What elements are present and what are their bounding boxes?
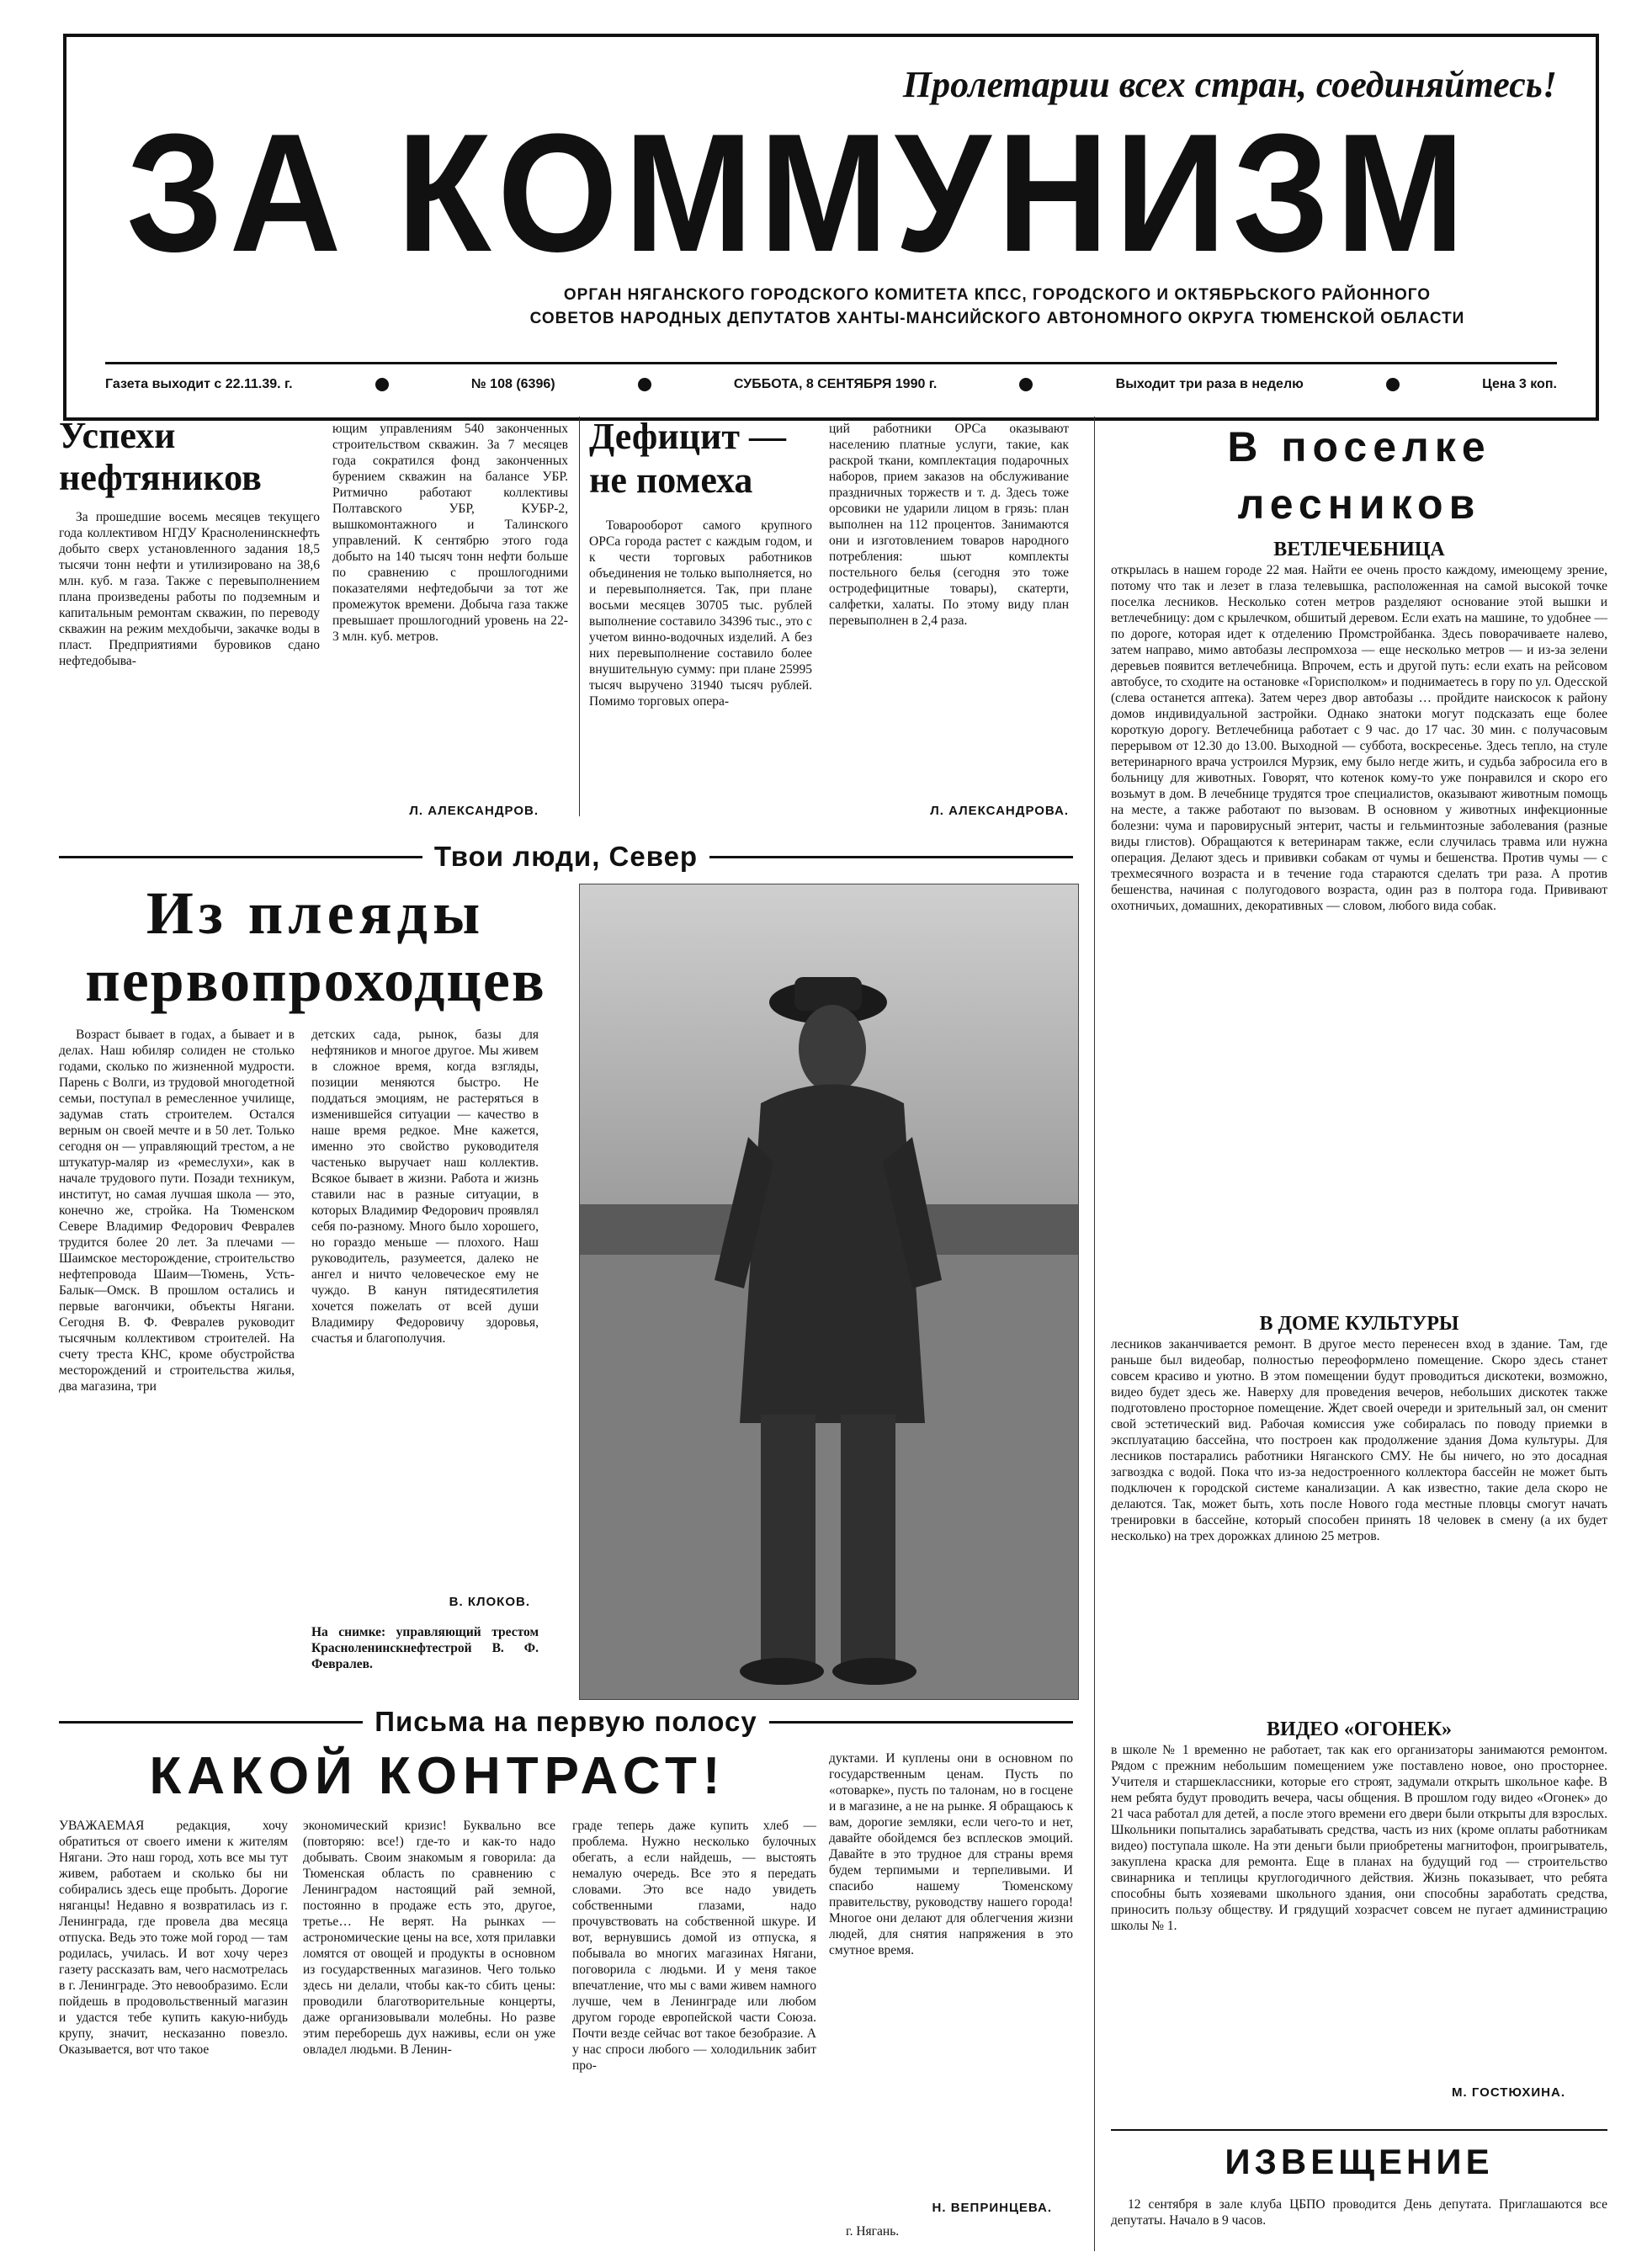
info-price: Цена 3 коп. bbox=[1482, 377, 1557, 391]
article-poselok-title-2: лесников bbox=[1237, 481, 1481, 528]
article-uspehi-signature: Л. АЛЕКСАНДРОВ. bbox=[409, 804, 539, 818]
masthead-info-bar bbox=[105, 372, 1557, 397]
slogan: Пролетарии всех стран, соединяйтесь! bbox=[902, 64, 1557, 105]
info-number: № 108 (6396) bbox=[470, 377, 555, 391]
article-kontrast-signature: Н. ВЕПРИНЦЕВА. bbox=[932, 2201, 1052, 2215]
article-kontrast-col2: экономический кризис! Буквально все (повторяю: все!) где-то и как-то надо добывать. Своим знакомым я говорила: да Тюменская область по сравнению с Ленинградом настоящий рай земной, постоянно в продаже есть это, другое, третье… Не верят. На рынках — астрономические цены на все, хотя прилавки ломятся от овощей и продукты в основном из государственных магазинов. Чего только здесь ни делали, чтобы как-то сбить цены: проводили благотворительные концерты, даже организовывали молебны. Но разве этим переборешь дух наживы, если он уже овладел людьми. В Ленин- bbox=[303, 1819, 555, 2057]
notice-text: 12 сентября в зале клуба ЦБПО проводится День депутата. Приглашаются все депутаты. Начало в 9 часов. bbox=[1111, 2197, 1607, 2228]
article-pleyada-col1: Возраст бывает в годах, а бывает и в делах. Наш юбиляр солиден не столько годами, сколько по жизненной мудрости. Парень с Волги, из трудовой многодетной семьи, поступал в ремесленное училище, задумав стать строителем. Остался верным он своей мечте и в 50 лет. Только сегодня он — управляющий трестом, а не штукатур-маляр из «ремеслухи», как в начале трудового пути. Позади техникум, институт, но самая лучшая школа — это, конечно же, стройка. На Тюменском Севере Владимир Федорович Февралев трудится более 20 лет. За плечами — Шаимское месторождение, строительство нефтепровода Шаим—Тюмень, Усть-Балык—Омск. В прошлом остались и первые вагончики, объекты Нягани. Сегодня В. Ф. Февралев руководит тысячным коллективом строителей. На счету треста КНС, кроме обустройства месторождений и строительства жилья, два магазина, три bbox=[59, 1028, 295, 1394]
article-deficit-col1: Товарооборот самого крупного ОРСа города растет с каждым годом, и к чести торговых работников объединения не только выполняется, но и перевыполняется. Так, при плане восьми месяцев 30705 тыс. рублей выполнение составило 34396 тыс., это с учетом винно-водочных изделий. А без них перевыполнение составило более внушительную сумму: при плане 25995 тысяч выручено 31940 тысяч рублей. Помимо торговых опера- bbox=[589, 518, 812, 709]
rubric-letters bbox=[59, 1702, 1073, 1741]
article-pleyada-caption: На снимке: управляющий трестом Красноленинскнефтестрой В. Ф. Февралев. bbox=[311, 1625, 539, 1671]
info-since: Газета выходит с 22.11.39. г. bbox=[105, 377, 293, 391]
photo-portrait bbox=[579, 884, 1079, 1700]
article-kontrast-col1: УВАЖАЕМАЯ редакция, хочу обратиться от своего имени к жителям Нягани. Это наш город, хоть все мы тут живем, работаем и сколько бы ни собирались здесь еще пробыть. Дорогие няганцы! Недавно я возвратилась из г. Ленинграда, где провела два месяца отпуска. Ведь это тоже мой город — там родилась, училась. И вот хочу через газету рассказать вам, чего насмотрелась в г. Ленинграде. Это невообразимо. Если пойдешь в продовольственный магазин и удастся тебе купить какую-нибудь крупу, значит, несказанно повезло. Оказывается, вот что такое bbox=[59, 1819, 288, 2057]
bullet-icon bbox=[638, 378, 651, 391]
organ-line-1: ОРГАН НЯГАНСКОГО ГОРОДСКОГО КОМИТЕТА КПСС, ГОРОДСКОГО И ОКТЯБРЬСКОГО РАЙОННОГО bbox=[563, 286, 1432, 304]
article-kontrast-col3: граде теперь даже купить хлеб — проблема. Нужно несколько булочных обегать, а если найдешь, — выстоять немалую очередь. Все это я передать словами. Это все надо увидеть собственными глазами, надо прочувствовать на собственной шкуре. И вот, вернувшись домой из отпуска, я побывала во многих магазинах Нягани, поговорила с людьми. И у меня такое впечатление, что мы с вами живем намного лучше, чем в Ленинграде или любом другом городе европейской части Союза. Почти везде сейчас вот такое безобразие. А у нас спроси любого — холодильник забит про- bbox=[572, 1819, 816, 2073]
article-poselok-sub-dk: В ДОМЕ КУЛЬТУРЫ bbox=[1259, 1313, 1459, 1335]
article-kontrast-title: КАКОЙ КОНТРАСТ! bbox=[149, 1747, 726, 1805]
article-poselok-text-dk: лесников заканчивается ремонт. В другое место перенесен вход в здание. Там, где раньше был видеобар, полностью переоформлено помещение. Скоро здесь станет совсем красиво и уютно. В этом помещении будут проводиться дискотеки, возможно, видео будет здесь же. Наверху для проведения вечеров, небольших дискотек также подготовлено просторное помещение. Ждет своей очереди и зрительный зал, он сменит свой эстетический вид. Рабочая комиссия уже собиралась по поводу приемки в эксплуатацию бассейна, что построен как продолжение здания Дома культуры. Для лесников постарались работники Няганского СМУ. Не бы ничего, но это досадная загвоздка с водой. Пока что из-за недостроенного коллектора бассейн не может быть подключен к городской системе канализации. А как известно, такие дела скоро не делаются. Так, может быть, хоть после Нового года местные пловцы смогут начать тренировки в бассейне, который способен принять 18 человек в смену (а их будет несколько) на трех дорожках длиною 25 метров. bbox=[1111, 1337, 1607, 1543]
notice-title: ИЗВЕЩЕНИЕ bbox=[1225, 2142, 1494, 2181]
rubric-severe-label: Твои люди, Север bbox=[422, 841, 709, 873]
article-kontrast-col4: дуктами. И куплены они в основном по государственным ценам. Пусть по «отоварке», пусть по талонам, но в госцене и в магазине, а не на рынке. Я обращаюсь к вам, дорогие земляки, если чего-то и нет, давайте обойдемся без всплесков эмоций. Давайте в это трудное для страны время будем терпимыми и терпеливыми. И спасибо нашему Тюменскому правительству, руководству нашего города! Многое они делают для облегчения жизни людей, для снятия напряжения в это смутное время. bbox=[829, 1751, 1073, 1957]
article-deficit-signature: Л. АЛЕКСАНДРОВА. bbox=[930, 804, 1069, 818]
organ-line-2: СОВЕТОВ НАРОДНЫХ ДЕПУТАТОВ ХАНТЫ-МАНСИЙСКОГО АВТОНОМНОГО ОКРУГА ТЮМЕНСКОЙ ОБЛАСТИ bbox=[529, 310, 1465, 327]
rubric-letters-label: Письма на первую полосу bbox=[363, 1706, 768, 1738]
article-poselok-title-1: В поселке bbox=[1227, 423, 1491, 470]
notice-rule bbox=[1111, 2129, 1607, 2131]
article-pleyada-title-2: первопроходцев bbox=[85, 947, 546, 1014]
info-date: СУББОТА, 8 СЕНТЯБРЯ 1990 г. bbox=[733, 377, 938, 391]
article-poselok-sub-video: ВИДЕО «ОГОНЕК» bbox=[1267, 1718, 1452, 1740]
article-poselok-text-vet: открылась в нашем городе 22 мая. Найти ее очень просто каждому, имеющему зрение, потому что так и лезет в глаза телевышка, расположенная на самой высокой точке поселка лесников. Несколько сотен метров разделяют основание этой вышки и ветлечебницу: дом с крылечком, обшитый деревом. Если ехать на машине, то удобнее — по дороге, которая идет к отделению Промстройбанка. Здесь поворачиваете налево, затем направо, мимо автобазы леспромхоза — еще несколько метров — и из-за зелени деревьев появится ветлечебница. Впрочем, есть и другой путь: если ехать на рейсовом автобусе, то сходите на остановке «Горисполком» и поднимаетесь в гору по ул. Одесской (слева останется аптека). Затем через двор автобазы … пройдите наискосок к району домов индивидуальной застройки. Однако знатоки могут подсказать еще более короткую дорогу. Ветлечебница работает с 9 час. до 17 час. 30 мин. с получасовым перерывом от 12.30 до 13.00. Выходной — суббота, воскресенье. Здесь тепло, на стуле ветеринарного врача устроился Мурзик, ему было негде жить, и судьба забросила его в больницу для животных. Говорят, что котенок кому-то уже понравился и скоро его возьмут в дом. В лечебнице трудятся трое специалистов, оказывают животным помощь на месте, а также работают по вызовам. В основном у животных инфекционные болезни: чума и паровирусный энтерит, часты и гельминтозные заболевания (разные виды глистов). Обращаются к ветеринарам также, если случилась травма или нужна операция. Делают здесь и прививки собакам от чумы и бешенства. Против чумы — с трехмесячного возраста и в течение года стараются сделать три раза. А против бешенства, начиная с полугодового возраста, один раз в полтора года. Прививают охотничьих, домашних, декоративных — словом, любого вида собак. bbox=[1111, 563, 1607, 913]
article-kontrast-city: г. Нягань. bbox=[846, 2224, 900, 2239]
bullet-icon bbox=[1019, 378, 1033, 391]
info-frequency: Выходит три раза в неделю bbox=[1115, 377, 1304, 391]
masthead-info-rule bbox=[105, 362, 1557, 364]
bullet-icon bbox=[375, 378, 389, 391]
article-deficit-col2: ций работники ОРСа оказывают населению платные услуги, такие, как раскрой ткани, комплектация подарочных наборов, прием заказов на обслуживание праздничных торжеств и т. д. Здесь тоже орсовики не ударили лицом в грязь: план выполнен на 112 процентов. Занимаются они и изготовлением товаров народного потребления: шьют комплекты постельного белья (сегодня это тоже остродефицитные товары), скатерти, салфетки, халаты. По этому виду план перевыполнен в 2,4 раза. bbox=[829, 422, 1069, 628]
article-pleyada-title-1: Из плеяды bbox=[146, 879, 486, 947]
newspaper-title: ЗА КОММУНИЗМ bbox=[126, 99, 1471, 287]
article-poselok-sub-vet: ВЕТЛЕЧЕБНИЦА bbox=[1273, 539, 1445, 560]
article-uspehi-col2: ющим управлениям 540 законченных строительством скважин. За 7 месяцев года сократился фонд законченных бурением скважин на балансе УБР. Ритмично работают коллективы Полтавского УБР, КУБР-2, вышкомонтажного и Талинского управлений. К сентябрю этого года добыто на 140 тысяч тонн нефти больше по сравнению с прошлогодними показателями нефтедобычи за тот же промежуток времени. Добыча газа также превышает прошлогодний уровень на 22-3 млн. куб. метров. bbox=[332, 422, 568, 644]
column-divider bbox=[1094, 417, 1095, 2251]
article-uspehi-title: Успехи нефтяников bbox=[59, 415, 262, 498]
article-pleyada-col2: детских сада, рынок, базы для нефтяников и многое другое. Мы живем в сложное время, когда взгляды, позиции меняются быстро. Не поддаться эмоциям, не растеряться в изменившейся ситуации — качество в наше время редкое. Мне кажется, именно это свойство руководителя частенько выручает наш коллектив. Всякое бывает в жизни. Работа и жизнь ставили нас в разные ситуации, в которых Владимир Федорович проявлял себя по-разному. Много было хорошего, но гораздо меньше — плохого. Наш руководитель, разумеется, далеко не ангел и ничто человеческое ему не чуждо. В канун пятидесятилетия хочется пожелать от всей души Владимиру Федоровичу здоровья, счастья и благополучия. bbox=[311, 1028, 539, 1346]
column-divider bbox=[579, 417, 580, 816]
article-poselok-text-video: в школе № 1 временно не работает, так как его организаторы занимаются ремонтом. Рядом с прежним небольшим помещением уже поставлено новое, оно просторнее. Учителя и старшеклассники, которые его строят, задумали открыть школьное кафе. В нем ребята будут проводить вечера, часы общения. В прошлом году видео «Огонек» до 21 часа работал для детей, а после этого времени его двери были открыты для взрослых. Школьники попытались зарабатывать средства, часть из них (кроме оплаты работникам видео) поступала школе. На эти деньги были приобретены магнитофон, проигрыватель, закуплена краска для ремонта. Еще в планах на будущий год — строительство свинарника и теплицы круглогодичного действия. Жизнь показывает, что ребята способны быть хозяевами школьного здания, они способны заработать средства, приносить пользу обществу. И грядущий хозрасчет совсем не пугает администрацию школы № 1. bbox=[1111, 1743, 1607, 1933]
article-pleyada-signature: В. КЛОКОВ. bbox=[449, 1595, 530, 1609]
bullet-icon bbox=[1386, 378, 1400, 391]
photo-figure bbox=[580, 884, 1078, 1699]
rubric-severe bbox=[59, 837, 1073, 876]
article-uspehi-col1: За прошедшие восемь месяцев текущего года коллективом НГДУ Красноленинскнефть добыто сверх установленного задания 18,5 тысячи тонн нефти и утилизировано на 38,6 млн. куб. м газа. Также с перевыполнением плана произведены работы по подземным и капитальным ремонтам скважин, по переводу скважин на режим мехдобычи, закачке воды в пласт. Предприятиями буровиков сдано нефтедобыва- bbox=[59, 510, 320, 668]
article-poselok-signature: М. ГОСТЮХИНА. bbox=[1452, 2085, 1565, 2100]
article-deficit-title: Дефицит — не помеха bbox=[589, 416, 786, 501]
